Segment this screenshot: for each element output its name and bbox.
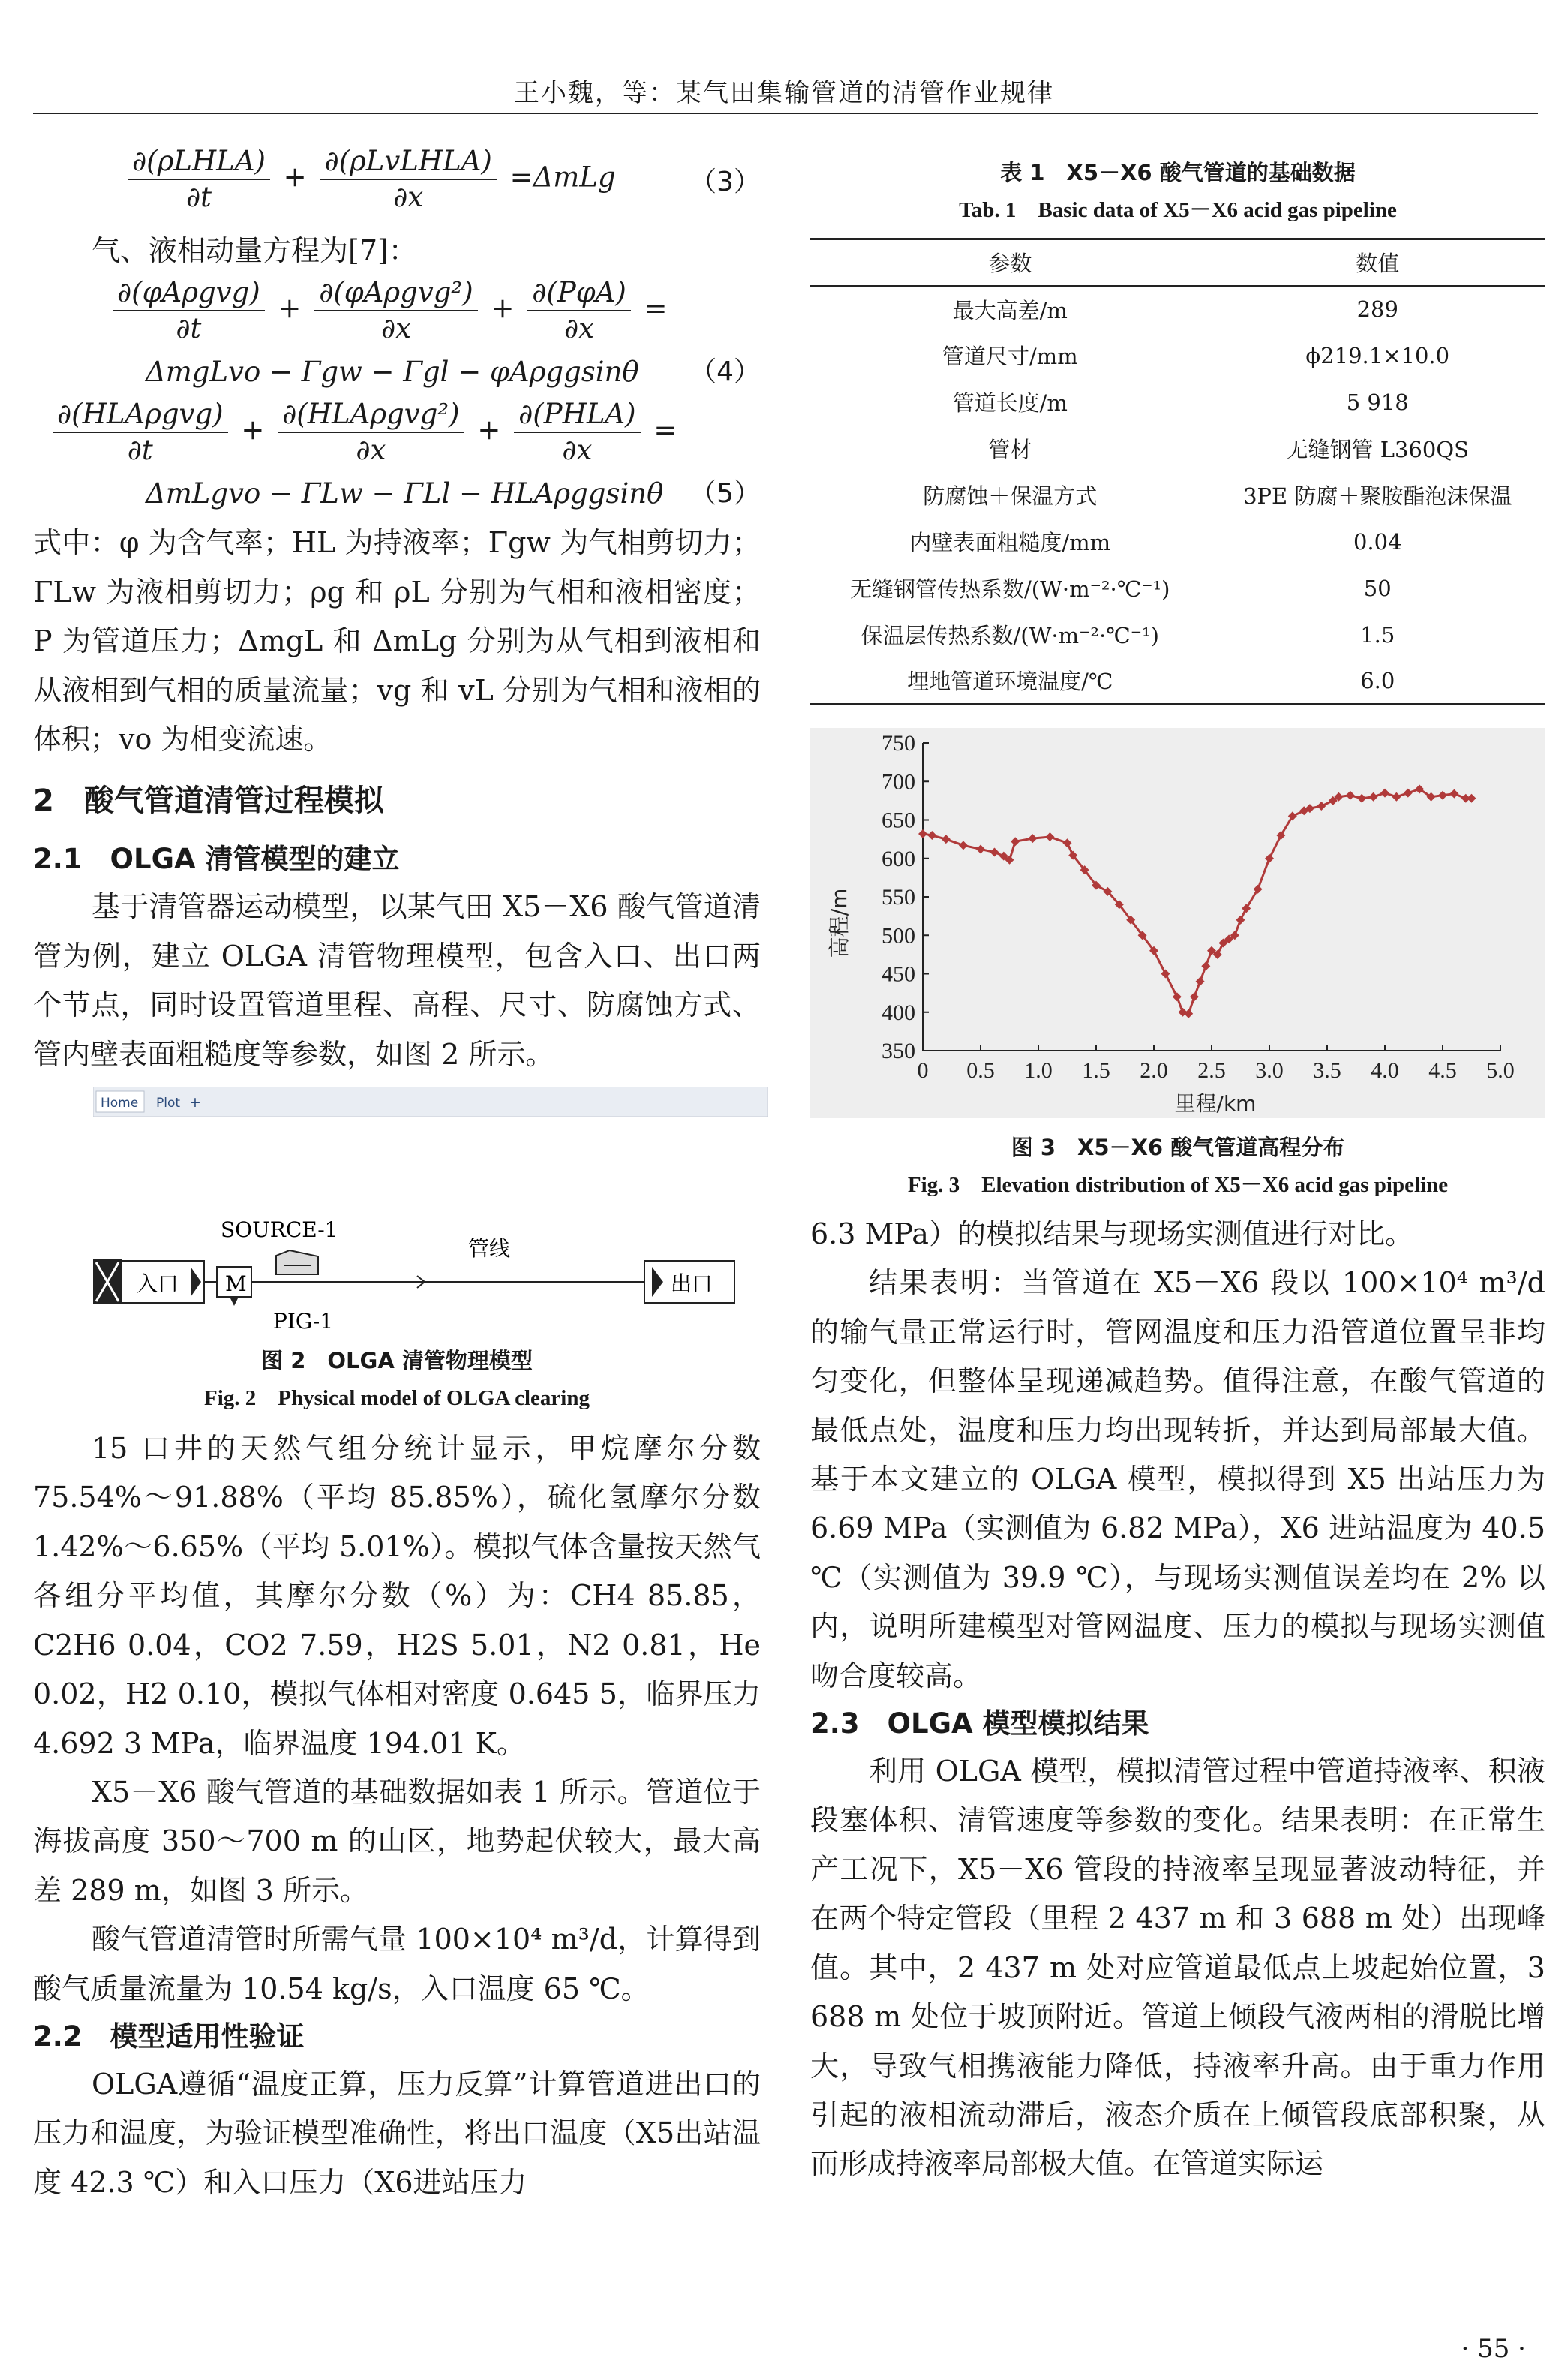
eq4-term2-num: ∂(φAρgvg²)	[314, 275, 478, 311]
paragraph-validation-results: 结果表明：当管道在 X5－X6 段以 100×10⁴ m³/d 的输气量正常运行时，管网温度和压力沿管道位置呈非均匀变化，但整体呈现递减趋势。值得注意，在酸气管道的最低点处，温度和压力均出现转折，并达到局部最大值。基于本文建立的 OLGA 模型，模拟得到 X5 出站压力为 6.69 MPa（实测值为 6.82 MPa），X6 进站温度为 40.5 ℃（实测值为 39.9 ℃），与现场实测值误差均在 2% 以内，说明所建模型对管网温度、压力的模拟与现场实测值吻合度较高。	[810, 1266, 1545, 1692]
table-row	[810, 565, 1545, 612]
outlet-label: 出口	[671, 1271, 713, 1297]
table-1-caption-en: Tab. 1 Basic data of X5－X6 acid gas pipeline	[959, 198, 1397, 222]
y-tick-label: 650	[882, 808, 915, 833]
eq5-rhs: =	[653, 414, 677, 447]
cell-value: 50	[1363, 575, 1392, 601]
eq4-rhs-text: ΔmgLvo − Γgw − Γgl − φAρggsinθ	[146, 356, 639, 389]
eq3-term1-num: ∂(ρLHLA)	[128, 144, 270, 180]
page-number: · 55 ·	[1461, 2334, 1526, 2364]
olga-model-figure	[93, 1087, 768, 1334]
cell-value: 1.5	[1360, 621, 1395, 648]
cell-param: 内壁表面粗糙度/mm	[909, 530, 1111, 555]
paragraph-flow-rate: 酸气管道清管时所需气量 100×10⁴ m³/d，计算得到酸气质量流量为 10.54 kg/s，入口温度 65 ℃。	[33, 1923, 761, 2005]
pipe-label: 管线	[468, 1236, 511, 1262]
tab-home-label: Home	[101, 1096, 139, 1111]
col-header-parameter: 参数	[988, 251, 1032, 277]
y-tick-label: 350	[882, 1039, 915, 1063]
eq3-rhs: =ΔmLg	[509, 161, 616, 194]
equation-3: $\frac{\text{∂(ρLHLA)}}{\partial t}$ + $\frac{\text{∂(ρLvLHLA)}}{\partial x}$ =ΔmLg （3）	[123, 144, 761, 216]
table-row	[810, 426, 1545, 472]
x-tick-label: 2.5	[1197, 1058, 1226, 1083]
cell-param: 管道长度/m	[952, 390, 1068, 416]
eq4-term3-den: ∂x	[564, 312, 595, 345]
paragraph-pipeline-terrain: X5－X6 酸气管道的基础数据如表 1 所示。管道位于海拔高度 350～700 m 的山区，地势起伏较大，最大高差 289 m，如图 3 所示。	[33, 1775, 761, 1907]
eq4-term1-num: ∂(φAρgvg)	[113, 275, 265, 311]
equation-5-line2	[146, 469, 761, 519]
x-tick-label: 3.5	[1313, 1058, 1341, 1083]
cell-value: 289	[1356, 296, 1398, 322]
x-tick-label: 1.5	[1082, 1058, 1110, 1083]
figure-3-caption-cn: 图 3 X5－X6 酸气管道高程分布	[1011, 1135, 1345, 1160]
running-title: 王小魏，等：某气田集输管道的清管作业规律	[514, 78, 1054, 108]
cell-param: 管道尺寸/mm	[942, 344, 1078, 369]
cell-value: ϕ219.1×10.0	[1305, 342, 1450, 368]
cell-value: 3PE 防腐＋聚胺酯泡沫保温	[1243, 483, 1512, 509]
paragraph-gas-composition: 15 口井的天然气组分统计显示，甲烷摩尔分数 75.54%～91.88%（平均 85.85%），硫化氢摩尔分数 1.42%～6.65%（平均 5.01%）。模拟气体含量按天然气各组分平均值，其摩尔分数（%）为：CH4 85.85，C2H6 0.04，CO2 7.59，H2S 5.01，N2 0.81，He 0.02，H2 0.10，模拟气体相对密度 0.645 5，临界压力 4.692 3 MPa，临界温度 194.01 K。	[33, 1432, 761, 1760]
eq5-term2-num: ∂(HLAρgvg²)	[278, 397, 464, 433]
eq5-term3-den: ∂x	[562, 434, 593, 467]
table-1-caption-cn: 表 1 X5－X6 酸气管道的基础数据	[1000, 160, 1356, 185]
table-row	[810, 472, 1545, 519]
cell-value: 无缝钢管 L360QS	[1286, 437, 1469, 462]
left-column	[33, 144, 761, 2207]
y-tick-label: 400	[882, 1000, 915, 1025]
elevation-chart-container	[810, 728, 1545, 1118]
x-tick-label: 3.0	[1255, 1058, 1284, 1083]
paragraph-validation-end: 6.3 MPa）的模拟结果与现场实测值进行对比。	[810, 1217, 1413, 1250]
eq5-number: （5）	[689, 478, 761, 510]
eq3-term2-den: ∂x	[393, 181, 424, 213]
col-header-value: 数值	[1356, 251, 1400, 277]
y-tick-label: 600	[882, 846, 915, 871]
paragraph-model-setup: 基于清管器运动模型，以某气田 X5－X6 酸气管道清管为例，建立 OLGA 清管物理模型，包含入口、出口两个节点，同时设置管道里程、高程、尺寸、防腐蚀方式、管内壁表面粗糙度等参数，如图 2 所示。	[33, 890, 761, 1071]
table-header-row	[810, 239, 1545, 286]
eq5-term1-num: ∂(HLAρgvg)	[53, 397, 228, 433]
inlet-label: 入口	[137, 1271, 179, 1297]
equation-4-line1: $\frac{\text{∂(φAρgvg)}}{\partial t}$ + $\frac{\text{∂(φAρgvg²)}}{\partial x}$ + $\frac{\text{∂(PφA)}}{\partial x}$ =	[108, 275, 761, 347]
eq5-term1-den: ∂t	[127, 434, 153, 467]
x-axis-label: 里程/km	[1174, 1091, 1257, 1116]
table-row	[810, 519, 1545, 565]
table-row	[810, 332, 1545, 379]
cell-value: 6.0	[1360, 667, 1395, 693]
eq5-term3-num: ∂(PHLA)	[514, 397, 640, 433]
y-tick-label: 700	[882, 769, 915, 795]
source-pointer-icon	[230, 1297, 239, 1306]
x-tick-label: 0	[917, 1058, 929, 1083]
x-tick-label: 5.0	[1486, 1058, 1515, 1083]
right-column	[810, 154, 1545, 2189]
eq5-term2-den: ∂x	[356, 434, 386, 467]
section-2-heading: 2 酸气管道清管过程模拟	[33, 783, 384, 819]
y-tick-label: 450	[882, 961, 915, 987]
x-tick-label: 1.0	[1024, 1058, 1053, 1083]
paragraph-simulation-results: 利用 OLGA 模型，模拟清管过程中管道持液率、积液段塞体积、清管速度等参数的变化。结果表明：在正常生产工况下，X5－X6 管段的持液率呈现显著波动特征，并在两个特定管段（里程 2 437 m 和 3 688 m 处）出现峰值。其中，2 437 m 处对应管道最低点上坡起始位置，3 688 m 处位于坡顶附近。管道上倾段气液两相的滑脱比增大，导致气相携液能力降低，持液率升高。由于重力作用引起的液相流动滞后，液态介质在上倾管段底部积聚，从而形成持液率局部极大值。在管道实际运	[810, 1755, 1545, 2181]
basic-data-table	[810, 238, 1545, 705]
section-2-3-heading: 2.3 OLGA 模型模拟结果	[810, 1707, 1149, 1740]
eq4-number: （4）	[689, 356, 761, 388]
add-tab-icon[interactable]: +	[189, 1094, 201, 1111]
equation-4-line2	[146, 347, 761, 397]
symbol-definitions: 式中：φ 为含气率；HL 为持液率；Γgw 为气相剪切力；ΓLw 为液相剪切力；ρg 和 ρL 分别为气相和液相密度；P 为管道压力；ΔmgL 和 ΔmLg 分别为从气相到液相和从液相到气相的质量流量；vg 和 vL 分别为气相和液相的体积；vo 为相变流速。	[33, 526, 761, 756]
cell-param: 防腐蚀＋保温方式	[923, 483, 1098, 509]
section-2-1-heading: 2.1 OLGA 清管模型的建立	[33, 843, 400, 876]
cell-value: 0.04	[1353, 528, 1402, 555]
figure-2-caption-en: Fig. 2 Physical model of OLGA clearing	[204, 1386, 590, 1411]
momentum-intro: 气、液相动量方程为[7]：	[92, 234, 417, 267]
figure-2-caption-cn: 图 2 OLGA 清管物理模型	[261, 1348, 533, 1374]
table-row	[810, 658, 1545, 705]
pig-label: PIG-1	[273, 1309, 334, 1334]
tab-plot[interactable]: Plot	[156, 1096, 181, 1111]
cell-value: 5 918	[1346, 389, 1409, 415]
cell-param: 无缝钢管传热系数/(W·m⁻²·℃⁻¹)	[850, 576, 1170, 602]
paragraph-validation-start: OLGA遵循“温度正算，压力反算”计算管道进出口的压力和温度，为验证模型准确性，将出口温度（X5出站温度 42.3 ℃）和入口压力（X6进站压力	[33, 2067, 761, 2199]
table-row	[810, 286, 1545, 332]
elevation-chart	[810, 728, 1545, 1118]
y-tick-label: 550	[882, 885, 915, 910]
eq3-term2-num: ∂(ρLvLHLA)	[320, 144, 496, 180]
y-tick-label: 500	[882, 923, 915, 949]
cell-param: 管材	[988, 437, 1032, 462]
olga-diagram	[93, 1087, 768, 1334]
eq3-number: （3）	[689, 167, 761, 197]
pig-icon[interactable]	[276, 1250, 318, 1274]
x-tick-label: 0.5	[966, 1058, 995, 1083]
x-tick-label: 2.0	[1140, 1058, 1168, 1083]
equation-5-line1: $\frac{\text{∂(HLAρgvg)}}{\partial t}$ + $\frac{\text{∂(HLAρgvg²)}}{\partial x}$ + $\frac{\text{∂(PHLA)}}{\partial x}$ =	[48, 397, 761, 469]
x-tick-label: 4.5	[1428, 1058, 1457, 1083]
cell-param: 保温层传热系数/(W·m⁻²·℃⁻¹)	[861, 623, 1159, 648]
meter-symbol: M	[225, 1271, 247, 1297]
cell-param: 埋地管道环境温度/℃	[907, 669, 1113, 695]
source-label: SOURCE-1	[221, 1217, 338, 1243]
eq4-term3-num: ∂(PφA)	[527, 275, 631, 311]
section-2-2-heading: 2.2 模型适用性验证	[33, 2020, 305, 2053]
eq4-term2-den: ∂x	[380, 312, 411, 345]
flow-arrow-icon	[408, 1276, 425, 1288]
table-row	[810, 379, 1545, 426]
eq4-rhs: =	[644, 292, 668, 325]
figure-3-caption-en: Fig. 3 Elevation distribution of X5－X6 acid gas pipeline	[907, 1173, 1449, 1197]
header-rule	[33, 113, 1538, 114]
x-tick-label: 4.0	[1371, 1058, 1399, 1083]
eq5-rhs-text: ΔmLgvo − ΓLw − ΓLl − HLAρggsinθ	[146, 477, 664, 510]
cell-param: 最大高差/m	[952, 297, 1068, 323]
y-axis-label: 高程/m	[827, 888, 852, 958]
table-row	[810, 612, 1545, 658]
eq4-term1-den: ∂t	[176, 312, 202, 345]
y-tick-label: 750	[882, 731, 915, 756]
eq3-term1-den: ∂t	[185, 181, 212, 213]
